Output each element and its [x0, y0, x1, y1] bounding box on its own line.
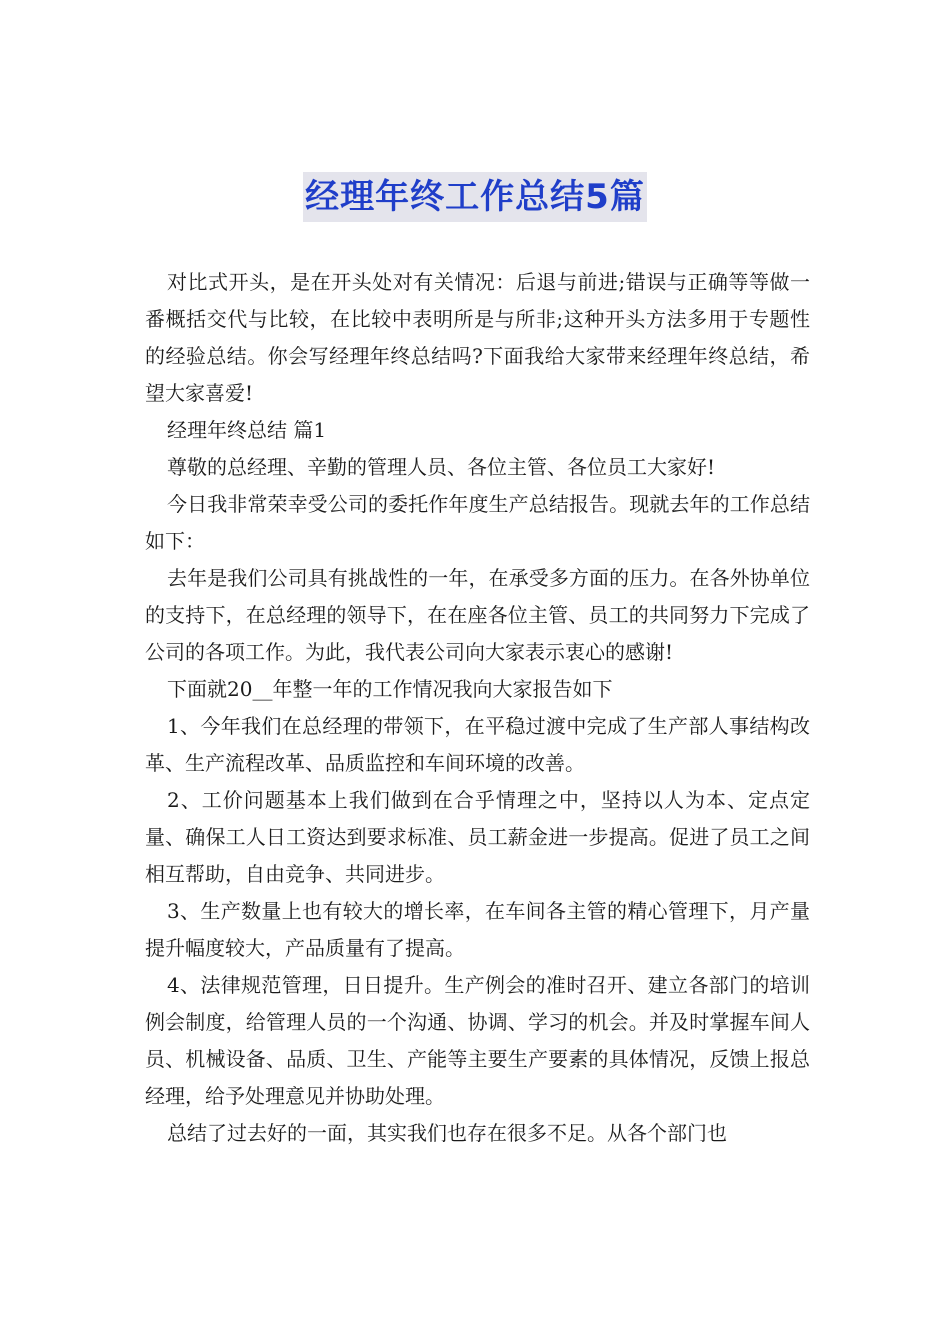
list-item: 4、法律规范管理，日日提升。生产例会的准时召开、建立各部门的培训例会制度，给管理人员的一个沟通、协调、学习的机会。并及时掌握车间人员、机械设备、品质、卫生、产能等主要生产要素的具体情况，反馈上报总经理，给予处理意见并协助处理。 [145, 973, 810, 1108]
document-title: 经理年终工作总结5篇 [303, 172, 647, 222]
body-paragraph: 去年是我们公司具有挑战性的一年，在承受多方面的压力。在各外协单位的支持下，在总经理的领导下，在在座各位主管、员工的共同努力下完成了公司的各项工作。为此，我代表公司向大家表示衷心的感谢! [145, 566, 810, 664]
list-item: 3、生产数量上也有较大的增长率，在车间各主管的精心管理下，月产量提升幅度较大，产品质量有了提高。 [145, 899, 810, 960]
section-heading: 经理年终总结 篇1 [167, 418, 327, 442]
body-paragraph: 总结了过去好的一面，其实我们也存在很多不足。从各个部门也 [167, 1121, 727, 1145]
intro-paragraph: 对比式开头，是在开头处对有关情况：后退与前进;错误与正确等等做一番概括交代与比较，在比较中表明所是与所非;这种开头方法多用于专题性的经验总结。你会写经理年终总结吗?下面我给大家带来经理年终总结，希望大家喜爱! [145, 270, 810, 405]
list-item: 2、工价问题基本上我们做到在合乎情理之中，坚持以人为本、定点定量、确保工人日工资达到要求标准、员工薪金进一步提高。促进了员工之间相互帮助，自由竞争、共同进步。 [145, 788, 810, 886]
body-paragraph: 下面就20__年整一年的工作情况我向大家报告如下 [167, 677, 613, 701]
greeting-paragraph: 尊敬的总经理、辛勤的管理人员、各位主管、各位员工大家好! [167, 455, 716, 479]
list-item: 1、今年我们在总经理的带领下，在平稳过渡中完成了生产部人事结构改革、生产流程改革、品质监控和车间环境的改善。 [145, 714, 810, 775]
body-paragraph: 今日我非常荣幸受公司的委托作年度生产总结报告。现就去年的工作总结如下： [145, 492, 810, 553]
title-container [0, 172, 950, 222]
document-body [145, 264, 810, 1152]
